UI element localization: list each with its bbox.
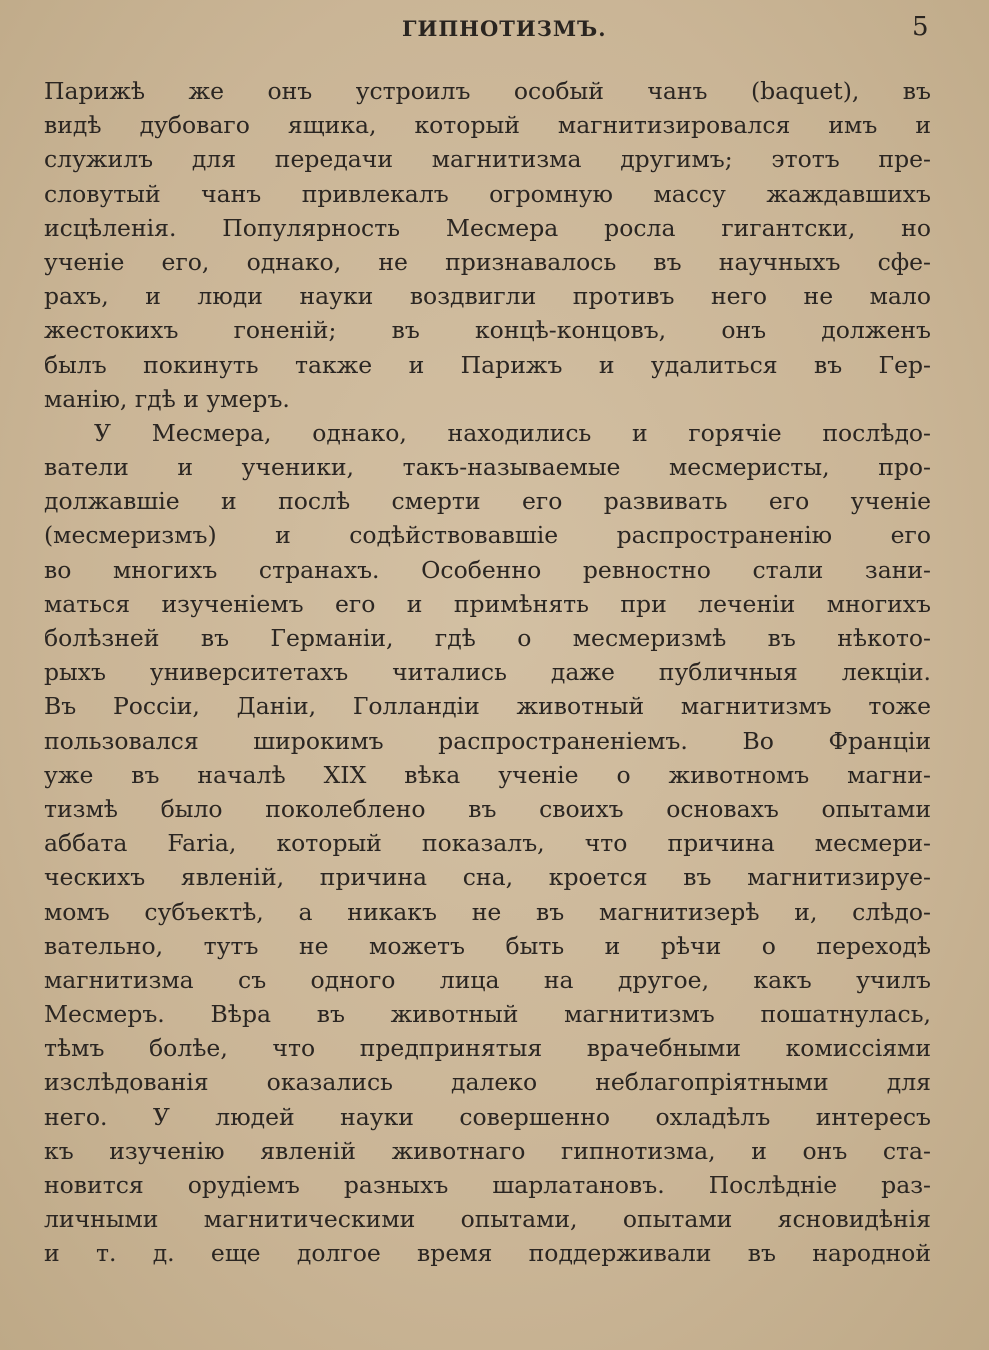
text-line: исцѣленія. Популярность Месмера росла гигантски, но: [44, 213, 931, 242]
text-line: манію, гдѣ и умеръ.: [44, 384, 290, 413]
text-line: рахъ, и люди науки воздвигли противъ него не мало: [44, 282, 931, 311]
text-line: личными магнитическими опытами, опытами ясновидѣнія: [44, 1205, 931, 1234]
text-line: тизмѣ было поколеблено въ своихъ основахъ опытами: [44, 794, 931, 823]
text-line: ческихъ явленій, причина сна, кроется въ магнитизируе-: [44, 863, 931, 892]
text-line: и т. д. еще долгое время поддерживали въ народной: [44, 1239, 931, 1268]
text-line: новится орудіемъ разныхъ шарлатановъ. Послѣдніе раз-: [44, 1171, 931, 1199]
text-line: магнитизма съ одного лица на другое, какъ училъ: [44, 965, 931, 994]
text-line: момъ субъектѣ, а никакъ не въ магнитизерѣ и, слѣдо-: [44, 897, 931, 926]
text-line: видѣ дубоваго ящика, который магнитизировался имъ и: [44, 111, 931, 140]
text-line: былъ покинуть также и Парижъ и удалиться въ Гер-: [44, 350, 931, 379]
text-line: тѣмъ болѣе, что предпринятыя врачебными комиссіями: [44, 1034, 931, 1063]
page-header: [0, 12, 989, 46]
text-line: него. У людей науки совершенно охладѣлъ интересъ: [44, 1102, 931, 1131]
text-line: словутый чанъ привлекалъ огромную массу жаждавшихъ: [44, 179, 931, 208]
text-line: (месмеризмъ) и содѣйствовавшіе распространенію его: [44, 521, 931, 550]
text-line: ученіе его, однако, не признавалось въ научныхъ сфе-: [44, 247, 931, 276]
text-line: жестокихъ гоненій; въ концѣ-концовъ, онъ долженъ: [44, 316, 931, 345]
text-line: уже въ началѣ XIX вѣка ученіе о животномъ магни-: [44, 760, 931, 789]
text-line: Месмеръ. Вѣра въ животный магнитизмъ пошатнулась,: [44, 1000, 931, 1029]
text-line: вательно, тутъ не можетъ быть и рѣчи о переходѣ: [44, 931, 931, 960]
page-number: 5: [912, 12, 929, 42]
text-line: должавшіе и послѣ смерти его развивать его ученіе: [44, 487, 931, 516]
running-title: ГИПНОТИЗМЪ.: [402, 16, 607, 41]
text-line: пользовался широкимъ распространеніемъ. Во Франціи: [44, 726, 931, 755]
text-line: къ изученію явленій животнаго гипнотизма, и онъ ста-: [44, 1136, 931, 1165]
text-line: болѣзней въ Германіи, гдѣ о месмеризмѣ въ нѣкото-: [44, 624, 931, 652]
text-line: изслѣдованія оказались далеко неблагопріятными для: [44, 1068, 931, 1097]
text-line: ватели и ученики, такъ-называемые месмеристы, про-: [44, 453, 931, 482]
text-line: маться изученіемъ его и примѣнять при леченіи многихъ: [44, 589, 931, 618]
text-line: аббата Faria, который показалъ, что причина месмери-: [44, 829, 931, 858]
text-line: во многихъ странахъ. Особенно ревностно стали зани-: [44, 555, 931, 584]
text-line: У Месмера, однако, находились и горячіе послѣдо-: [94, 418, 931, 447]
text-line: служилъ для передачи магнитизма другимъ; этотъ пре-: [44, 145, 931, 174]
text-line: Въ Россіи, Даніи, Голландіи животный магнитизмъ тоже: [44, 692, 931, 721]
body-text: [44, 74, 931, 1271]
text-line: рыхъ университетахъ читались даже публичныя лекціи.: [44, 658, 931, 687]
text-line: Парижѣ же онъ устроилъ особый чанъ (baquet), въ: [44, 77, 931, 105]
